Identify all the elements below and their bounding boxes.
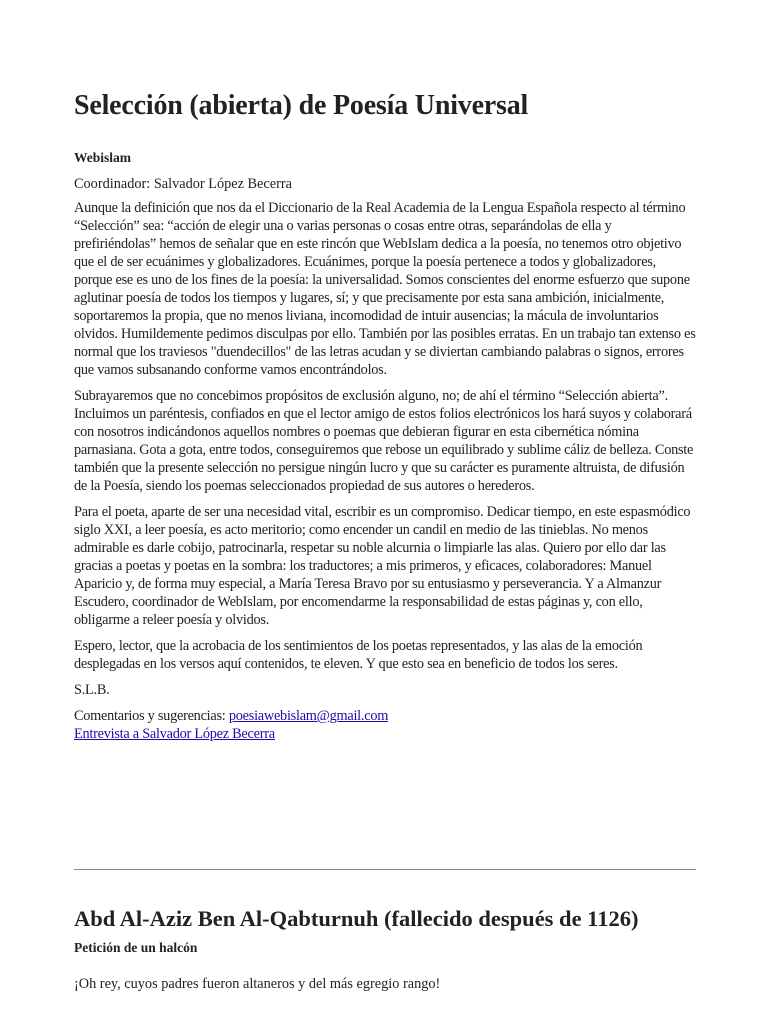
comments-label: Comentarios y sugerencias: [74,708,229,724]
paragraph-open-selection: Subrayaremos que no concebimos propósitos de exclusión alguno, no; de ahí el término “Selección abierta”. Incluimos un paréntesis, confiados en que el lector amigo de estos folios electrónicos los hará suyos y colaborará con nosotros indicándonos aquellos nombres o poemas que debieran figurar en esta cibernética nómina parnasiana. Gota a gota, entre todos, conseguiremos que rebose un equilibrado y sublime cáliz de belleza. Conste también que la presente selección no persigue ningún lucro y que su carácter es puramente altruista, de difusión de la Poesía, siendo los poemas seleccionados propiedad de sus autores o herederos. [74,388,694,494]
email-link[interactable]: poesiawebislam@gmail.com [228,708,389,724]
poem-first-line: ¡Oh rey, cuyos padres fueron altaneros y del más egregio rango! [74,976,441,992]
interview-link[interactable]: Entrevista a Salvador López Becerra [74,726,275,742]
section-divider [74,869,696,870]
coordinator-line: Coordinador: Salvador López Becerra [74,176,292,192]
signature: S.L.B. [74,682,110,698]
comments-line [74,707,696,725]
interview-line [74,725,696,743]
paragraph-closing: Espero, lector, que la acrobacia de los sentimientos de los poetas representados, y las alas de la emoción desplegadas en los versos aquí contenidos, te eleven. Y que esto sea en beneficio de todos los seres. [74,638,643,672]
page-title: Selección (abierta) de Poesía Universal [74,90,529,121]
poem-title: Petición de un halcón [74,940,198,955]
paragraph-definition: Aunque la definición que nos da el Diccionario de la Real Academia de la Lengua Española respecto al término “Selección” sea: “acción de elegir una o varias personas o cosas entre otras, separándolas de ella y prefiriéndolas” hemos de señalar que en este rincón que WebIslam dedica a la poesía, no tenemos otro objetivo que el de ser ecuánimes y globalizadores. Ecuánimes, porque la poesía pertenece a todos y globalizadores, porque ese es uno de los fines de la poesía: la universalidad. Somos conscientes del enorme esfuerzo que supone aglutinar poesía de todos los tiempos y lugares, sí; y que precisamente por esta sana ambición, inicialmente, soportaremos la propia, que no menos liviana, incomodidad de intuir ausencias; la mácula de involuntarios olvidos. Humildemente pedimos disculpas por ello. También por las posibles erratas. En un trabajo tan extenso es normal que los traviesos "duendecillos" de las letras acudan y se diviertan cambiando palabras o signos, errores que vamos subsanando conforme vamos encontrándolos. [74,200,696,378]
paragraph-acknowledgements: Para el poeta, aparte de ser una necesidad vital, escribir es un compromiso. Dedicar tiempo, en este espasmódico siglo XXI, a leer poesía, es acto meritorio; como encender un candil en medio de las tinieblas. No menos admirable es darle cobijo, patrocinarla, respetar su noble alcurnia o limpiarle las alas. Quiero por ello dar las gracias a poetas y poetas en la sombra: los traductores; a mis primeros, y eficaces, colaboradores: Manuel Aparicio y, de forma muy especial, a María Teresa Bravo por su entusiasmo y perseverancia. Y a Almanzur Escudero, coordinador de WebIslam, por encomendarme la responsabilidad de estas páginas y, con ello, obligarme a releer poesía y olvidos. [74,504,691,628]
author-heading: Abd Al-Aziz Ben Al-Qabturnuh (fallecido después de 1126) [74,906,639,931]
intro-text [74,199,696,743]
source-label: Webislam [74,150,132,165]
